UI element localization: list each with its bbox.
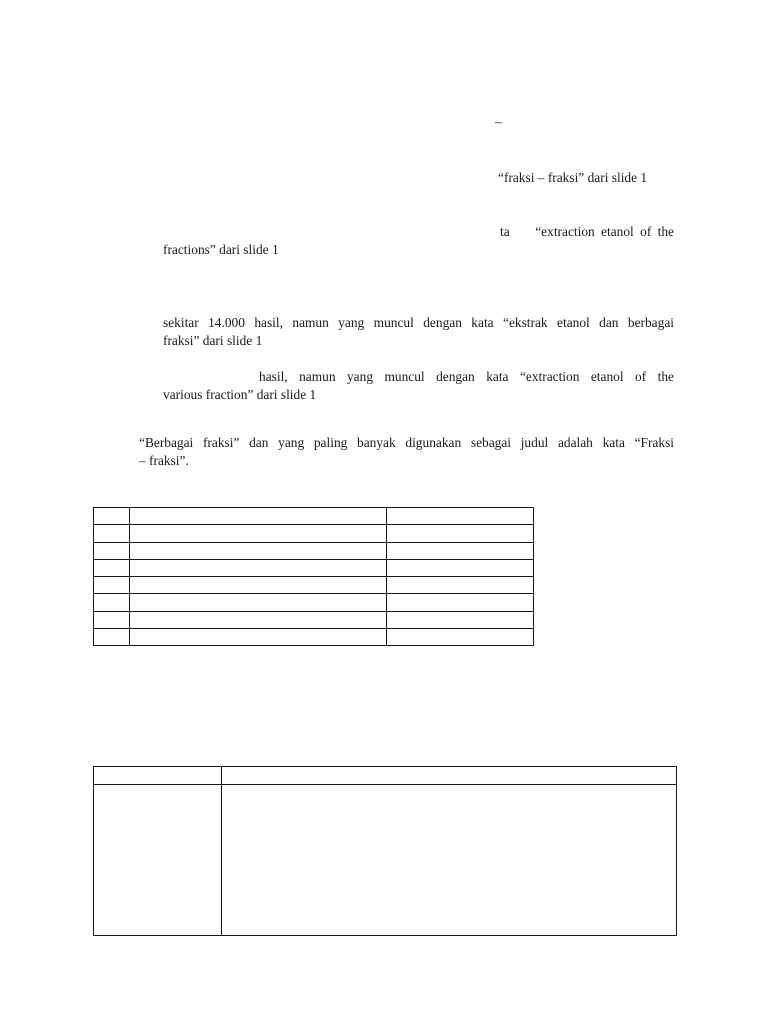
table-cell [130,525,387,542]
table-cell [94,559,130,576]
table-cell [222,785,677,936]
table-row [94,594,534,611]
table-row [94,628,534,645]
table-cell [94,542,130,559]
table-row [94,559,534,576]
table-row [94,525,534,542]
table-cell [130,594,387,611]
table-cell [387,508,534,525]
paragraph-fraksi-fraksi: “fraksi – fraksi” dari slide 1 [498,170,648,185]
table-cell [130,628,387,645]
table-cell [387,611,534,628]
table-cell [94,508,130,525]
table-row [94,508,534,525]
table-cell [130,577,387,594]
table-row [94,767,677,785]
stray-dash: – [495,114,502,129]
table-cell [222,767,677,785]
table-cell [94,767,222,785]
table-cell [130,611,387,628]
paragraph-extraction-line2: fractions” dari slide 1 [163,242,279,257]
table-row [94,785,677,936]
table-cell [387,559,534,576]
paragraph-ekstrak-line2: fraksi” dari slide 1 [163,333,263,348]
paragraph-extraction-line1-start: ta [500,224,510,239]
paragraph-conclusion-line2: – fraksi”. [139,453,189,468]
table-cell [130,559,387,576]
table-cell [387,594,534,611]
table-cell [94,628,130,645]
table-cell [130,542,387,559]
results-table [93,507,534,646]
paragraph-ekstrak-line1: sekitar 14.000 hasil, namun yang muncul dengan kata “ekstrak etanol dan berbagai [163,315,674,330]
table-cell [94,785,222,936]
table-row [94,542,534,559]
table-cell [387,628,534,645]
table-cell [130,508,387,525]
table-cell [94,577,130,594]
paragraph-various-line1: hasil, namun yang muncul dengan kata “extraction etanol of the [259,369,674,384]
table-cell [387,577,534,594]
table-cell [387,525,534,542]
table-cell [94,525,130,542]
paragraph-extraction-line1-quote: “extraction etanol of the [535,224,674,239]
paragraph-various-line2: various fraction” dari slide 1 [163,387,317,402]
table-cell [94,594,130,611]
table-cell [387,542,534,559]
table-cell [94,611,130,628]
table-row [94,611,534,628]
paragraph-conclusion-line1: “Berbagai fraksi” dan yang paling banyak digunakan sebagai judul adalah kata “Fraksi [139,435,674,450]
table-row [94,577,534,594]
notes-table [93,766,677,936]
